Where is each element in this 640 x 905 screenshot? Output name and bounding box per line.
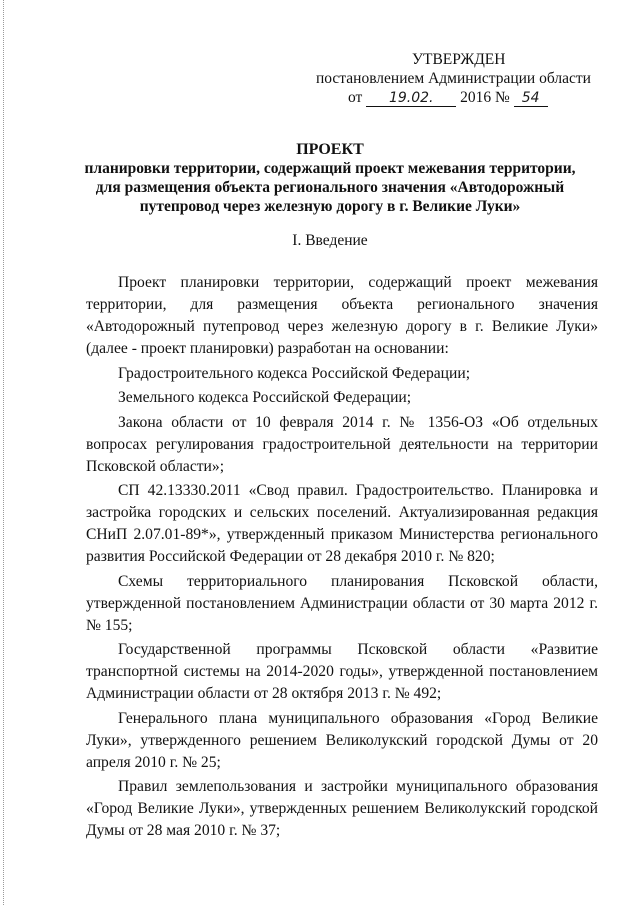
paragraph: Градостроительного кодекса Российской Федерации; (118, 364, 471, 382)
year-number-label: 2016 № (460, 89, 510, 106)
document-title (60, 140, 600, 216)
approval-date-line (300, 88, 590, 107)
paragraph: Земельного кодекса Российской Федерации; (118, 389, 412, 406)
paragraph: Схемы территориального планирования Псковской области, утвержденной постановлением Администрации области от 30 марта 2012 г. № 155; (86, 572, 598, 634)
paragraph: Государственной программы Псковской области «Развитие транспортной системы на 2014-2020 годы», утвержденной постановлением Администрации области от 28 октября 2013 г. № 492; (86, 641, 598, 702)
title-line-3: путепровод через железную дорогу в г. Великие Луки» (139, 198, 521, 215)
scan-edge-line (3, 0, 5, 905)
paragraph: СП 42.13330.2011 «Свод правил. Градостроительство. Планировка и застройка городских и сельских поселений. Актуализированная редакция СНиП 2.07.01-89*», утвержденный приказом Министерства регионального развития Российской Федерации от 28 декабря 2010 г. № 820; (86, 482, 598, 565)
approval-status: УТВЕРЖДЕН (412, 51, 506, 68)
handwritten-number: 54 (514, 90, 548, 107)
section-heading: I. Введение (292, 232, 368, 249)
handwritten-date: 19.02. (366, 90, 456, 107)
paragraph: Проект планировки территории, содержащий проект межевания территории, для размещения объекта регионального значения «Автодорожный путепровод через железную дорогу в г. Великие Луки» (далее - проект планировки) разработан на основании: (86, 274, 598, 357)
title-main: ПРОЕКТ (296, 141, 364, 158)
approval-stamp-block (300, 50, 590, 107)
title-line-1: планировки территории, содержащий проект межевания территории, (84, 160, 576, 177)
paragraph: Правил землепользования и застройки муниципального образования «Город Великие Луки», утвержденных решением Великолукский городской Думы от 28 мая 2010 г. № 37; (86, 778, 598, 839)
approval-by: постановлением Администрации области (316, 70, 591, 87)
title-line-2: для размещения объекта регионального значения «Автодорожный (95, 179, 565, 196)
paragraph: Закона области от 10 февраля 2014 г. № 1356-ОЗ «Об отдельных вопросах регулирования градостроительной деятельности на территории Псковской области»; (86, 413, 598, 475)
paragraph: Генерального плана муниципального образования «Город Великие Луки», утвержденного решением Великолукский городской Думы от 20 апреля 2010 г. № 25; (86, 709, 598, 771)
document-body (86, 272, 598, 845)
date-prefix: от (348, 89, 363, 106)
